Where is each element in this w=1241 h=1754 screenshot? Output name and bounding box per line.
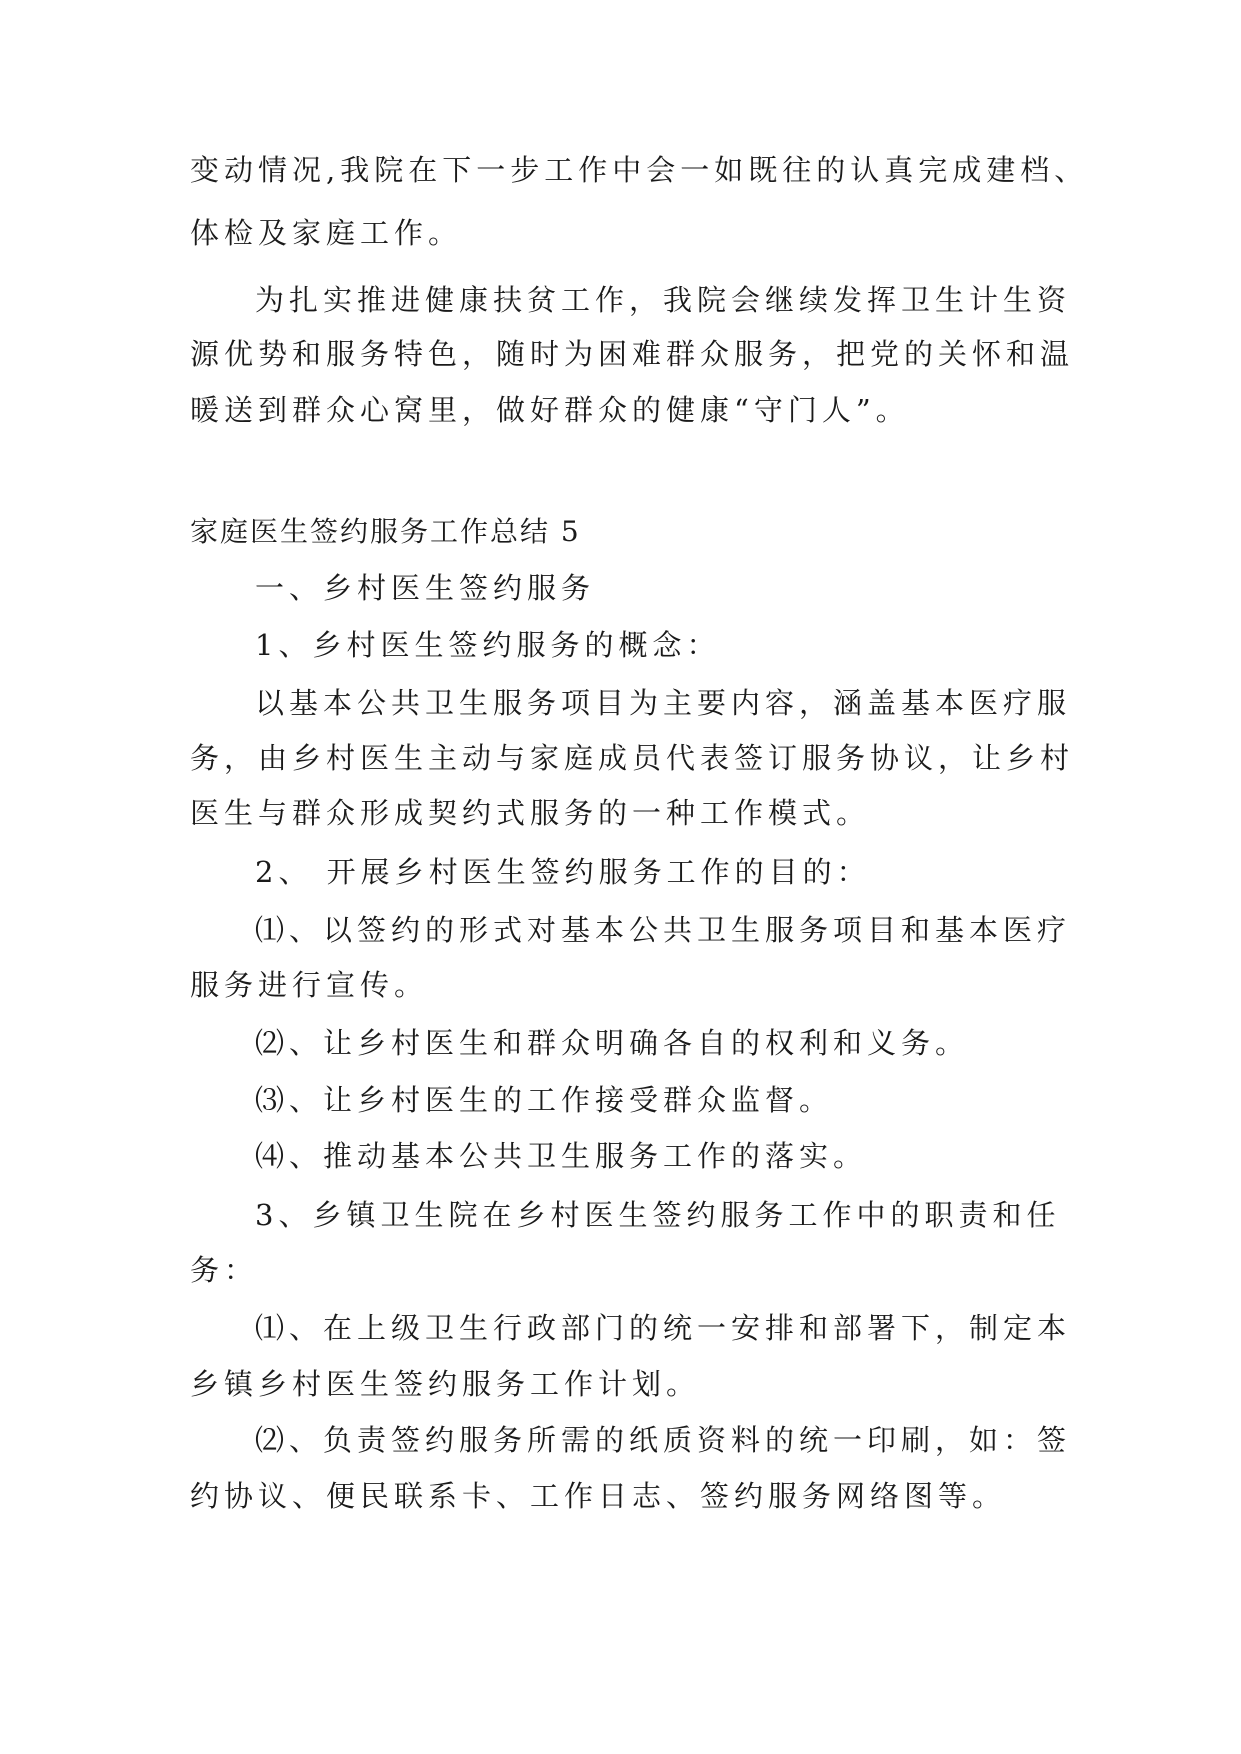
paragraph-line: 务，由乡村医生主动与家庭成员代表签订服务协议，让乡村 xyxy=(190,741,1075,775)
section-title: 家庭医生签约服务工作总结 5 xyxy=(190,515,581,548)
paragraph-line: 体检及家庭工作。 xyxy=(190,216,463,250)
list-item-continuation: 约协议、便民联系卡、工作日志、签约服务网络图等。 xyxy=(190,1479,1007,1513)
list-item: ⑷、推动基本公共卫生服务工作的落实。 xyxy=(255,1139,868,1173)
item-2-title: 2、 开展乡村医生签约服务工作的目的： xyxy=(255,855,871,889)
paragraph-line: 变动情况,我院在下一步工作中会一如既往的认真完成建档、 xyxy=(190,153,1089,187)
paragraph-line: 源优势和服务特色，随时为困难群众服务，把党的关怀和温 xyxy=(190,337,1075,371)
list-item: ⑵、负责签约服务所需的纸质资料的统一印刷，如：签 xyxy=(255,1423,1072,1457)
item-1-title: 1、乡村医生签约服务的概念： xyxy=(255,628,721,662)
list-item-continuation: 服务进行宣传。 xyxy=(190,968,429,1002)
paragraph-line: 暖送到群众心窝里，做好群众的健康“守门人”。 xyxy=(190,393,910,427)
heading-one: 一、乡村医生签约服务 xyxy=(255,571,596,605)
item-3-title-continuation: 务： xyxy=(190,1253,259,1287)
paragraph-line: 医生与群众形成契约式服务的一种工作模式。 xyxy=(190,796,871,830)
list-item-continuation: 乡镇乡村医生签约服务工作计划。 xyxy=(190,1367,701,1401)
list-item: ⑴、以签约的形式对基本公共卫生服务项目和基本医疗 xyxy=(255,913,1072,947)
list-item: ⑴、在上级卫生行政部门的统一安排和部署下，制定本 xyxy=(255,1311,1072,1345)
list-item: ⑶、让乡村医生的工作接受群众监督。 xyxy=(255,1083,834,1117)
item-3-title: 3、乡镇卫生院在乡村医生签约服务工作中的职责和任 xyxy=(255,1198,1061,1232)
list-item: ⑵、让乡村医生和群众明确各自的权利和义务。 xyxy=(255,1026,970,1060)
paragraph-line: 以基本公共卫生服务项目为主要内容，涵盖基本医疗服 xyxy=(255,686,1072,720)
paragraph-line: 为扎实推进健康扶贫工作，我院会继续发挥卫生计生资 xyxy=(255,283,1072,317)
